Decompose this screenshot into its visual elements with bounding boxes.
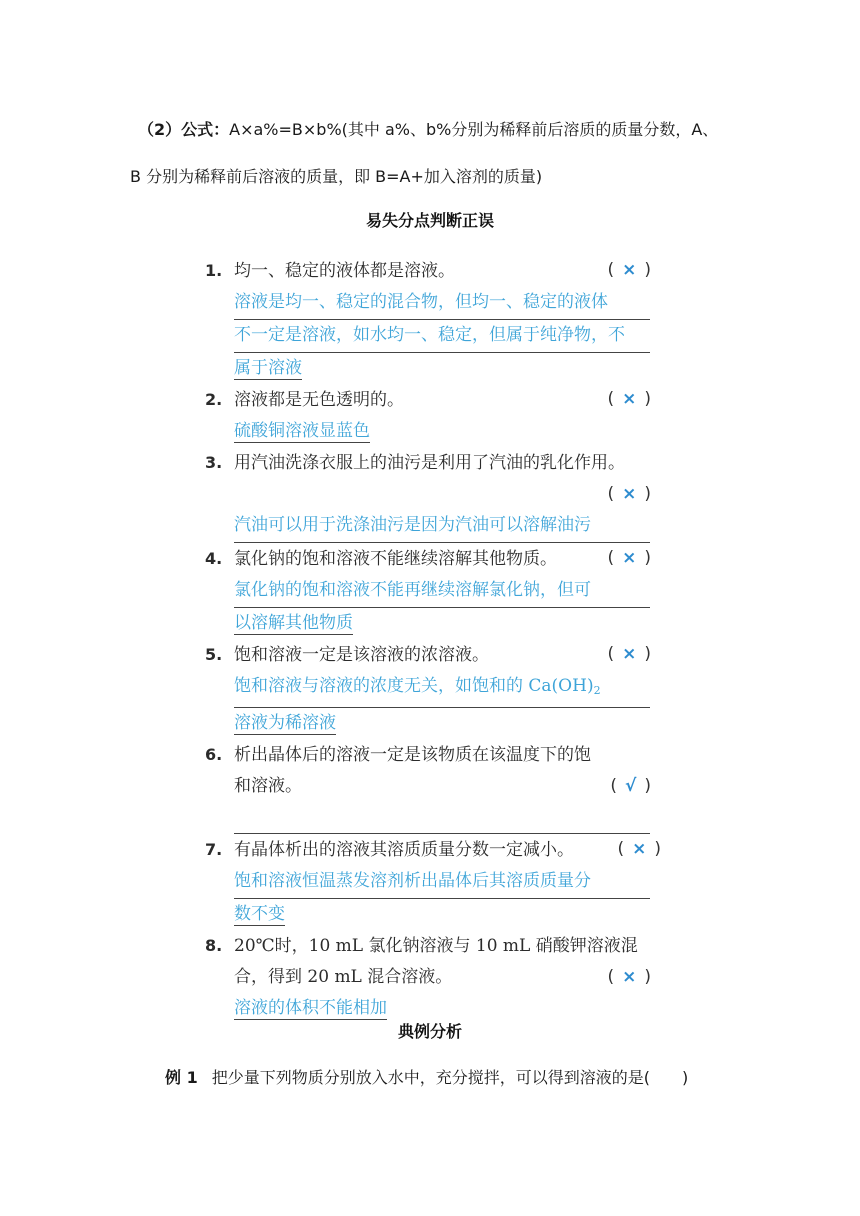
judgement-mark: ( × ) <box>607 260 651 280</box>
list-item <box>205 739 655 834</box>
formula-line-2: B 分别为稀释前后溶液的质量，即 B=A+加入溶剂的质量) <box>130 167 543 186</box>
item-answer: 数不变 <box>234 904 285 924</box>
section-title-mistakes: 易失分点判断正误 <box>365 211 494 230</box>
item-answer: 溶液为稀溶液 <box>234 713 336 733</box>
item-number: 5. <box>205 645 223 664</box>
item-question: 溶液都是无色透明的。 <box>234 390 404 410</box>
example-text: 把少量下列物质分别放入水中，充分搅拌，可以得到溶液的是( ) <box>211 1068 689 1087</box>
item-question: 有晶体析出的溶液其溶质质量分数一定减小。 <box>234 840 574 860</box>
list-item <box>205 834 661 930</box>
judgement-mark: ( × ) <box>607 389 651 409</box>
list-item <box>205 384 655 447</box>
item-answer: 以溶解其他物质 <box>234 613 353 633</box>
item-question: 氯化钠的饱和溶液不能继续溶解其他物质。 <box>234 549 557 569</box>
item-answer: 属于溶液 <box>234 358 302 378</box>
item-question: 饱和溶液一定是该溶液的浓溶液。 <box>234 645 489 665</box>
example-question <box>165 1065 688 1088</box>
item-answer: 不一定是溶液，如水均一、稳定，但属于纯净物，不 <box>205 320 655 353</box>
judgement-list <box>205 255 661 1024</box>
formula-text-1: A×a%=B×b%(其中 a%、b%分别为稀释前后溶质的质量分数，A、 <box>229 120 719 139</box>
judgement-mark: ( × ) <box>607 548 651 568</box>
item-number: 3. <box>205 453 223 472</box>
judgement-mark: ( × ) <box>617 839 661 859</box>
item-answer: 氯化钠的饱和溶液不能再继续溶解氯化钠，但可 <box>205 575 655 608</box>
judgement-mark: ( × ) <box>607 967 651 987</box>
example-label: 例 1 <box>165 1068 198 1087</box>
item-answer: 溶液是均一、稳定的混合物，但均一、稳定的液体 <box>205 287 655 320</box>
item-question: 析出晶体后的溶液一定是该物质在该温度下的饱 <box>234 745 591 765</box>
formula-line-1 <box>138 117 748 140</box>
judgement-mark: ( × ) <box>607 484 651 504</box>
item-number: 7. <box>205 840 223 859</box>
section-title-examples: 典例分析 <box>397 1022 462 1041</box>
list-item <box>205 255 655 384</box>
item-number: 2. <box>205 390 223 409</box>
list-item <box>205 447 655 543</box>
item-answer: 饱和溶液与溶液的浓度无关，如饱和的 $Ca(OH)_2$ <box>205 671 655 708</box>
item-number: 8. <box>205 936 223 955</box>
judgement-mark: ( × ) <box>607 644 651 664</box>
item-answer: 汽油可以用于洗涤油污是因为汽油可以溶解油污 <box>205 510 655 543</box>
answer-blank-line <box>234 802 650 834</box>
item-number: 4. <box>205 549 223 568</box>
item-answer: 硫酸铜溶液显蓝色 <box>234 421 370 441</box>
item-question-cont: 和溶液。 <box>234 776 302 796</box>
list-item <box>205 930 655 1024</box>
item-number: 6. <box>205 745 223 764</box>
judgement-mark: ( √ ) <box>610 776 651 796</box>
item-answer: 溶液的体积不能相加 <box>234 998 387 1018</box>
item-question: 20℃时，10 mL 氯化钠溶液与 10 mL 硝酸钾溶液混 <box>234 936 638 956</box>
item-answer: 饱和溶液恒温蒸发溶剂析出晶体后其溶质质量分 <box>205 866 655 899</box>
item-question: 均一、稳定的液体都是溶液。 <box>234 261 455 281</box>
item-number: 1. <box>205 261 223 280</box>
item-question: 用汽油洗涤衣服上的油污是利用了汽油的乳化作用。 <box>234 453 625 473</box>
item-question-cont: 合，得到 20 mL 混合溶液。 <box>234 967 453 987</box>
list-item <box>205 639 655 739</box>
list-item <box>205 543 655 639</box>
formula-label: （2）公式： <box>138 120 230 139</box>
